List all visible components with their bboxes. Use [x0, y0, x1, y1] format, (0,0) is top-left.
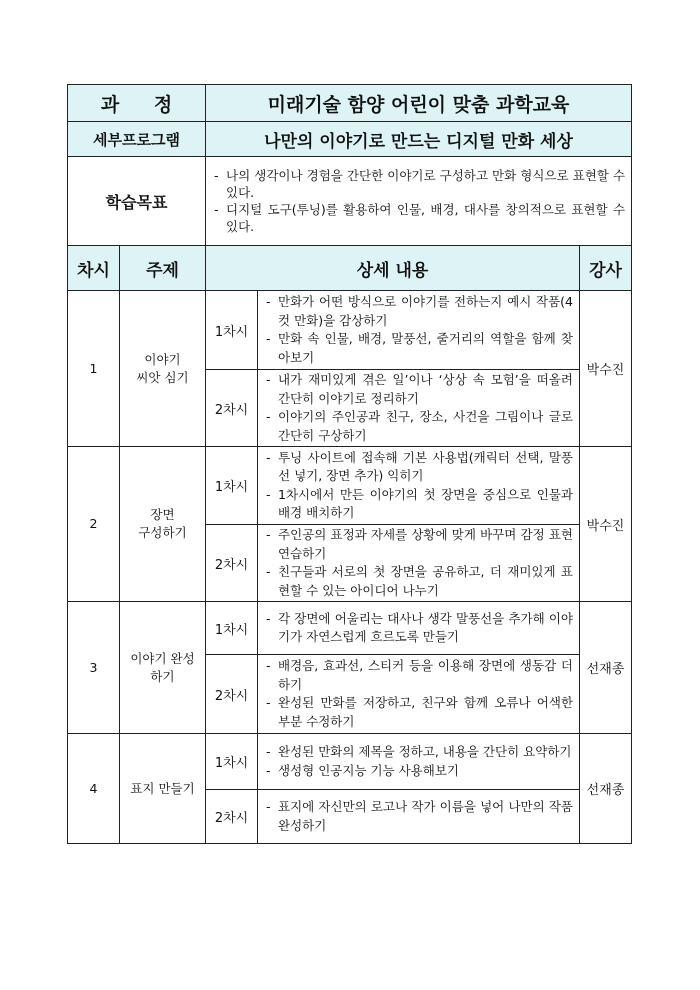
detail-item: - 투닝 사이트에 접속해 기본 사용법(캐릭터 선택, 말풍선 넣기, 장면 추가) 익히기 [266, 449, 574, 483]
instructor-name: 박수진 [580, 447, 632, 602]
detail-item: - 만화가 어떤 방식으로 이야기를 전하는지 예시 작품(4컷 만화)을 감상하기 [266, 294, 574, 328]
part-details [258, 291, 580, 370]
session-topic: 이야기 완성 하기 [120, 602, 206, 734]
col-session: 차시 [68, 246, 120, 291]
part-details [258, 790, 580, 844]
course-label: 과 정 [68, 85, 206, 122]
course-title: 미래기술 함양 어린이 맞춤 과학교육 [206, 85, 632, 122]
session-row [68, 602, 632, 655]
part-label: 1차시 [206, 734, 258, 790]
instructor-name: 박수진 [580, 291, 632, 447]
part-label: 2차시 [206, 655, 258, 734]
part-label: 2차시 [206, 525, 258, 602]
session-row [68, 291, 632, 370]
goal-item: - 나의 생각이나 경험을 간단한 이야기로 구성하고 만화 형식으로 표현할 수 있다. [214, 168, 626, 200]
session-topic: 표지 만들기 [120, 734, 206, 844]
part-details [258, 602, 580, 655]
session-number: 4 [68, 734, 120, 844]
session-number: 3 [68, 602, 120, 734]
instructor-name: 선재종 [580, 734, 632, 844]
detail-item: - 만화 속 인물, 배경, 말풍선, 줄거리의 역할을 함께 찾아보기 [266, 331, 574, 365]
col-instructor: 강사 [580, 246, 632, 291]
part-details [258, 447, 580, 525]
detail-item: - 완성된 만화를 저장하고, 친구와 함께 오류나 어색한 부분 수정하기 [266, 695, 574, 729]
session-topic: 이야기 씨앗 심기 [120, 291, 206, 447]
part-details [258, 655, 580, 734]
detail-item: - 친구들과 서로의 첫 장면을 공유하고, 더 재미있게 표현할 수 있는 아이디어 나누기 [266, 564, 574, 598]
part-label: 2차시 [206, 370, 258, 447]
session-number: 2 [68, 447, 120, 602]
subprogram-label: 세부프로그램 [68, 122, 206, 157]
session-topic: 장면 구성하기 [120, 447, 206, 602]
detail-item: - 각 장면에 어울리는 대사나 생각 말풍선을 추가해 이야기가 자연스럽게 흐르도록 만들기 [266, 610, 574, 644]
detail-item: - 완성된 만화의 제목을 정하고, 내용을 간단히 요약하기 [266, 744, 572, 759]
instructor-name: 선재종 [580, 602, 632, 734]
col-topic: 주제 [120, 246, 206, 291]
part-details [258, 370, 580, 447]
part-details [258, 525, 580, 602]
detail-item: - 생성형 인공지능 기능 사용해보기 [266, 762, 459, 778]
col-details: 상세 내용 [206, 246, 580, 291]
detail-item: - 배경음, 효과선, 스티커 등을 이용해 장면에 생동감 더하기 [266, 658, 574, 692]
detail-item: - 1차시에서 만든 이야기의 첫 장면을 중심으로 인물과 배경 배치하기 [266, 486, 574, 520]
subprogram-title: 나만의 이야기로 만드는 디지털 만화 세상 [206, 122, 632, 157]
part-details [258, 734, 580, 790]
session-number: 1 [68, 291, 120, 447]
curriculum-table [67, 84, 632, 844]
part-label: 1차시 [206, 447, 258, 525]
detail-item: - 주인공의 표정과 자세를 상황에 맞게 바꾸며 감정 표현 연습하기 [266, 527, 574, 561]
goals-label: 학습목표 [68, 157, 206, 246]
part-label: 1차시 [206, 602, 258, 655]
session-row [68, 734, 632, 790]
detail-item: - 이야기의 주인공과 친구, 장소, 사건을 그림이나 글로 간단히 구상하기 [266, 409, 574, 443]
part-label: 1차시 [206, 291, 258, 370]
goal-item: - 디지털 도구(투닝)를 활용하여 인물, 배경, 대사를 창의적으로 표현할 수 있다. [214, 202, 626, 234]
detail-item: - 표지에 자신만의 로고나 작가 이름을 넣어 나만의 작품 완성하기 [266, 799, 574, 833]
session-row [68, 447, 632, 525]
goals-list [206, 157, 632, 246]
detail-item: - 내가 재미있게 겪은 일’이나 ‘상상 속 모험’을 떠올려 간단히 이야기로 정리하기 [266, 372, 574, 406]
part-label: 2차시 [206, 790, 258, 844]
